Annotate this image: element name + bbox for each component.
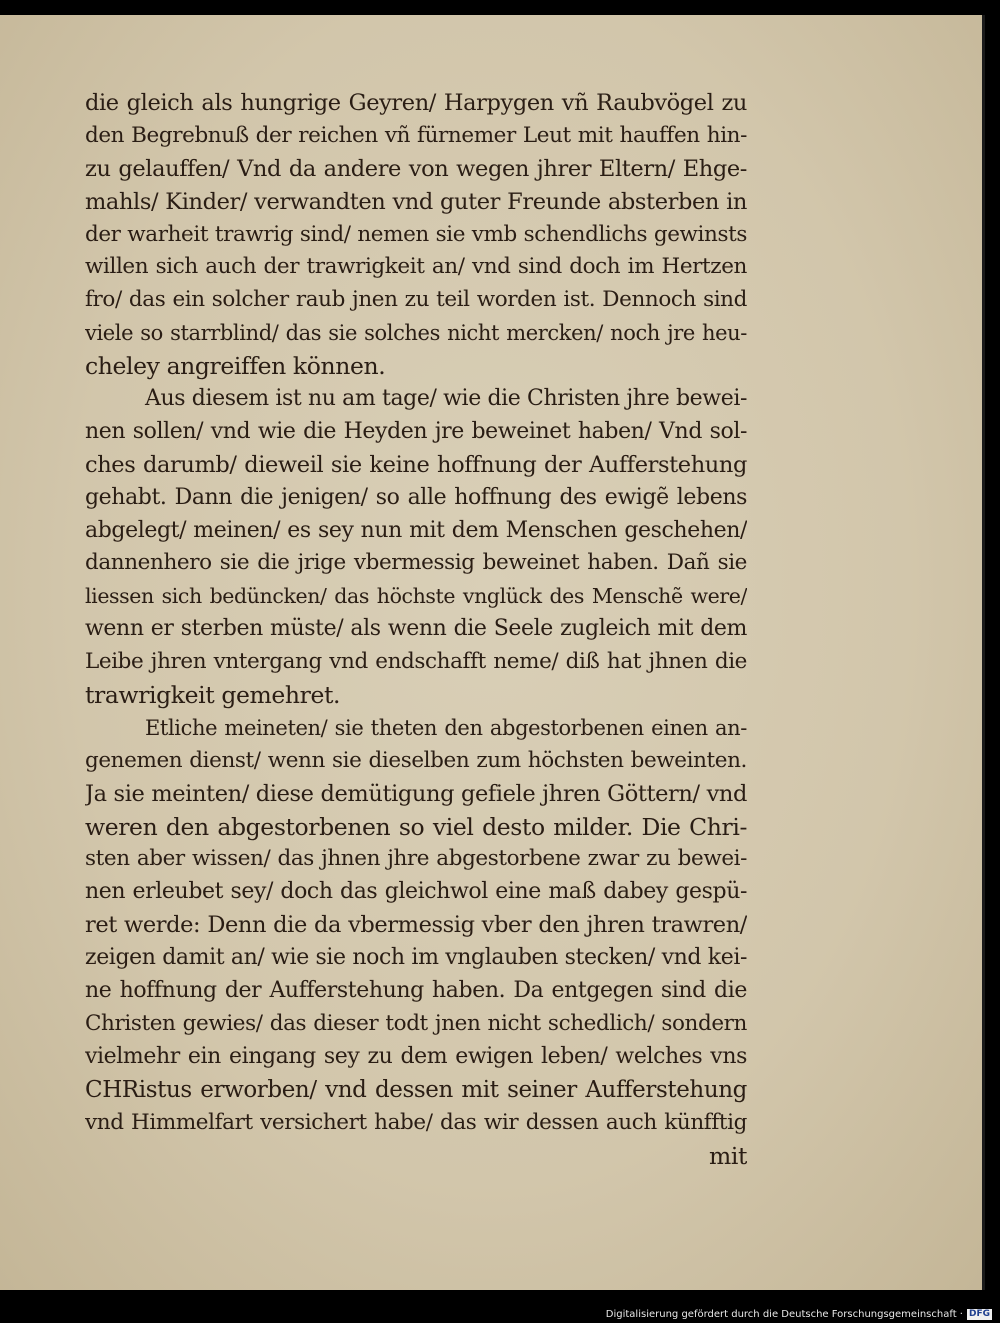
text-line: abgelegt/ meinen/ es sey nun mit dem Menschen geschehen/: [85, 517, 747, 543]
text-line: trawrigkeit gemehret.: [85, 681, 341, 710]
credit-text: Digitalisierung gefördert durch die Deutsche Forschungsgemeinschaft ·: [605, 1309, 963, 1320]
text-line: CHRistus erworben/ vnd dessen mit seiner Aufferstehung: [85, 1076, 747, 1103]
scanned-page: [0, 15, 985, 1290]
text-line: genemen dienst/ wenn sie dieselben zum höchsten beweinten.: [85, 747, 747, 773]
text-line: die gleich als hungrige Geyren/ Harpygen vñ Raubvögel zu: [85, 90, 747, 116]
text-line: ret werde: Denn die da vbermessig vber den jhren trawren/: [85, 912, 747, 939]
text-line: nen erleubet sey/ doch das gleichwol eine maß dabey gespü-: [85, 879, 747, 905]
text-line: zu gelauffen/ Vnd da andere von wegen jhrer Eltern/ Ehge-: [85, 155, 747, 182]
text-line: ches darumb/ dieweil sie keine hoffnung der Aufferstehung: [85, 451, 747, 478]
text-line: Christen gewies/ das dieser todt jnen nicht schedlich/ sondern: [85, 1010, 747, 1036]
paragraph-start-line: Aus diesem ist nu am tage/ wie die Christen jhre bewei-: [145, 386, 747, 412]
text-line: weren den abgestorbenen so viel desto milder. Die Chri-: [85, 812, 747, 841]
text-line: gehabt. Dann die jenigen/ so alle hoffnung des ewigẽ lebens: [85, 484, 747, 510]
text-line: liessen sich bedüncken/ das höchste vnglück des Menschẽ were/: [85, 584, 747, 609]
text-line: Leibe jhren vntergang vnd endschafft neme/ diß hat jhnen die: [85, 649, 747, 675]
text-line: ne hoffnung der Aufferstehung haben. Da entgegen sind die: [85, 978, 747, 1004]
text-line: vielmehr ein eingang sey zu dem ewigen leben/ welches vns: [85, 1043, 747, 1069]
text-line: fro/ das ein solcher raub jnen zu teil worden ist. Dennoch sind: [85, 287, 747, 313]
text-line: sten aber wissen/ das jhnen jhre abgestorbene zwar zu bewei-: [85, 846, 747, 872]
text-line: dannenhero sie die jrige vbermessig beweinet haben. Dañ sie: [85, 550, 747, 576]
text-line: der warheit trawrig sind/ nemen sie vmb schendlichs gewinsts: [85, 221, 747, 247]
body-text: [85, 87, 747, 1172]
text-line: vnd Himmelfart versichert habe/ das wir dessen auch künfftig: [85, 1109, 747, 1135]
text-line: willen sich auch der trawrigkeit an/ vnd sind doch im Hertzen: [85, 254, 747, 280]
paragraph-start-line: Etliche meineten/ sie theten den abgestorbenen einen an-: [145, 715, 747, 740]
text-line: wenn er sterben müste/ als wenn die Seele zugleich mit dem: [85, 616, 747, 642]
text-line: zeigen damit an/ wie sie noch im vnglauben stecken/ vnd kei-: [85, 945, 747, 971]
dfg-logo: DFG: [968, 1309, 990, 1319]
text-line: mahls/ Kinder/ verwandten vnd guter Freunde absterben in: [85, 188, 747, 215]
text-line: den Begrebnuß der reichen vñ fürnemer Leut mit hauffen hin-: [85, 122, 747, 148]
catchword: mit: [708, 1141, 747, 1170]
text-line: viele so starrblind/ das sie solches nicht mercken/ noch jre heu-: [85, 321, 747, 346]
text-line: Ja sie meinten/ diese demütigung gefiele jhren Göttern/ vnd: [85, 780, 747, 807]
text-line: cheley angreiffen können.: [85, 352, 386, 381]
text-line: nen sollen/ vnd wie die Heyden jre beweinet haben/ Vnd sol-: [85, 418, 747, 444]
digitization-credit: [606, 1308, 992, 1321]
